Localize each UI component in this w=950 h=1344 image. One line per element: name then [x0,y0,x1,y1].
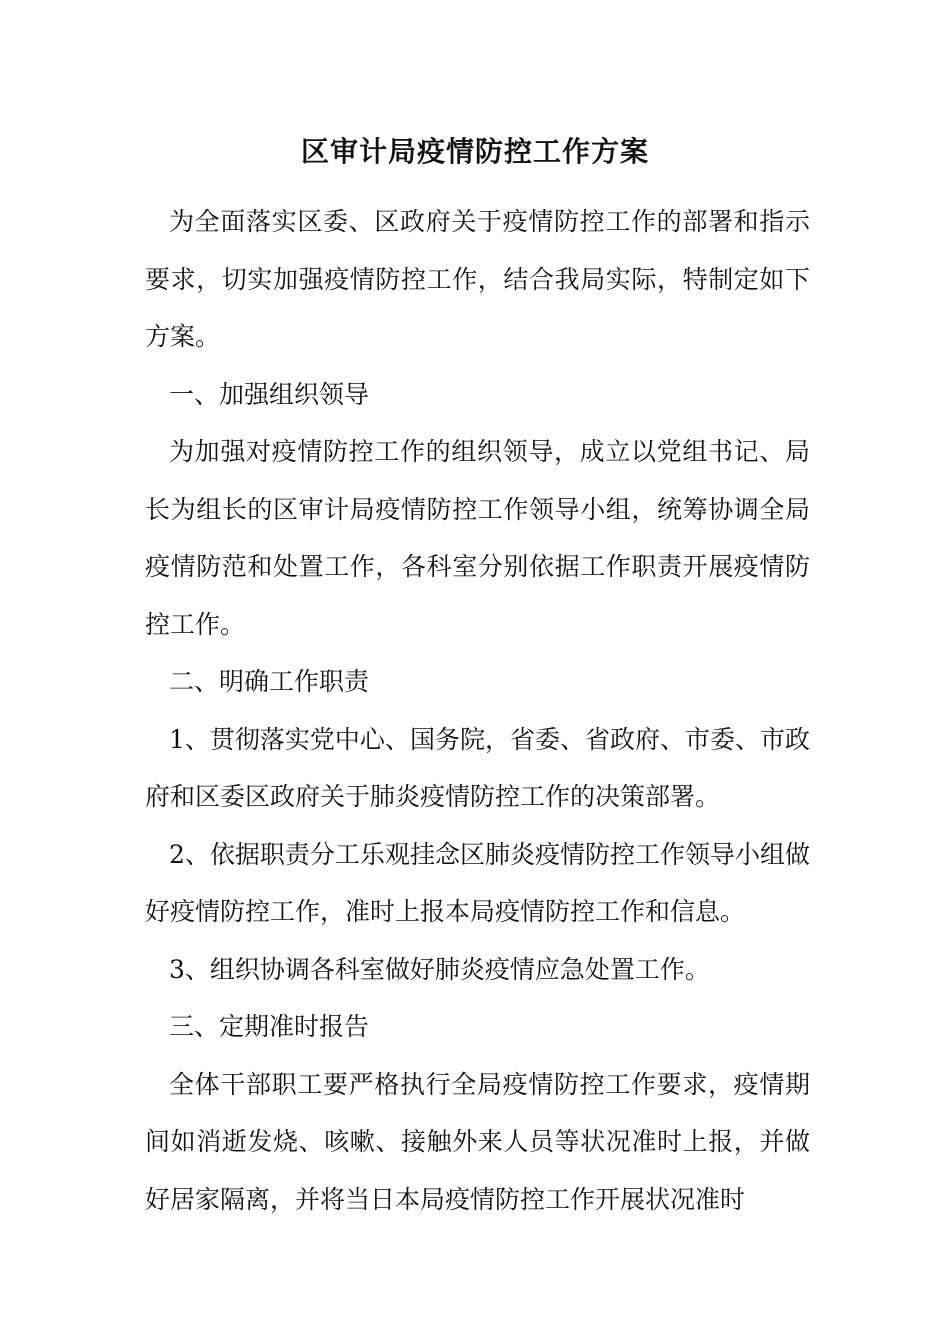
intro-paragraph: 为全面落实区委、区政府关于疫情防控工作的部署和指示要求，切实加强疫情防控工作，结合我局实际，特制定如下方案。 [145,207,810,351]
section-1-paragraph: 为加强对疫情防控工作的组织领导，成立以党组书记、局长为组长的区审计局疫情防控工作领导小组，统筹协调全局疫情防范和处置工作，各科室分别依据工作职责开展疫情防控工作。 [145,437,810,639]
section-heading-3: 三、定期准时报告 [169,1012,370,1041]
section-2-item-1: 1、贯彻落实党中心、国务院，省委、省政府、市委、市政府和区委区政府关于肺炎疫情防控工作的决策部署。 [145,724,810,811]
section-2-item-2: 2、依据职责分工乐观挂念区肺炎疫情防控工作领导小组做好疫情防控工作，准时上报本局疫情防控工作和信息。 [145,839,810,926]
section-3-paragraph: 全体干部职工要严格执行全局疫情防控工作要求，疫情期间如消逝发烧、咳嗽、接触外来人员等状况准时上报，并做好居家隔离，并将当日本局疫情防控工作开展状况准时 [145,1069,810,1214]
document-body [145,193,810,1228]
section-2-item-3: 3、组织协调各科室做好肺炎疫情应急处置工作。 [169,954,710,984]
section-heading-1: 一、加强组织领导 [169,379,370,409]
section-heading-2: 二、明确工作职责 [169,667,370,696]
document-title: 区审计局疫情防控工作方案 [300,135,649,168]
